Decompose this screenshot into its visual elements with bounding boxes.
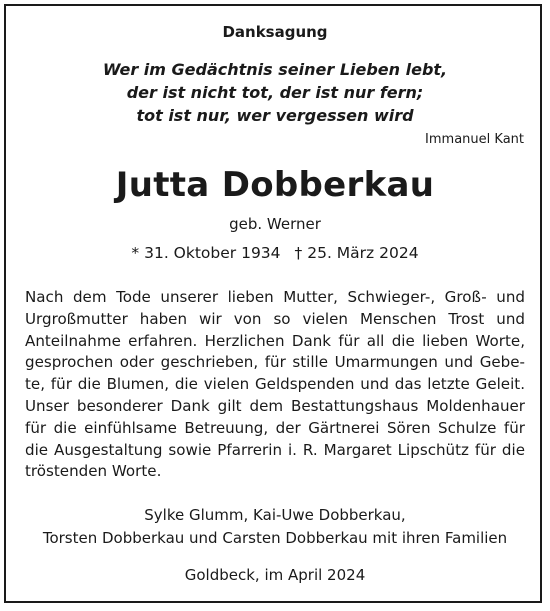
message-line: für die einfühlsame Betreuung, der Gärtnerei Sören Schulze für bbox=[25, 418, 525, 437]
quote-line-1: Wer im Gedächtnis seiner Lieben lebt, bbox=[102, 60, 448, 79]
message-line: Unser besonderer Dank gilt dem Bestattungshaus Moldenhauer bbox=[25, 396, 525, 415]
deceased-name: Jutta Dobberkau bbox=[115, 165, 435, 205]
notice-heading: Danksagung bbox=[222, 23, 328, 41]
message-line: tröstenden Worte. bbox=[25, 462, 162, 481]
message-line: Anteilnahme erfahren. Herzlichen Dank für all die lieben Worte, bbox=[25, 331, 525, 350]
message-line: die Ausgestaltung sowie Pfarrerin i. R. Margaret Lipschütz für die bbox=[25, 440, 525, 459]
message-line: gesprochen oder geschrieben, für stille Umarmungen und Gebe- bbox=[25, 353, 525, 372]
message-line: Urgroßmutter haben wir von so vielen Menschen Trost und bbox=[25, 309, 525, 328]
signature-line-1: Sylke Glumm, Kai-Uwe Dobberkau, bbox=[144, 506, 406, 524]
maiden-name: geb. Werner bbox=[229, 215, 321, 233]
thank-you-message bbox=[25, 287, 525, 483]
message-line: te, für die Blumen, die vielen Geldspenden und das letzte Geleit. bbox=[25, 375, 525, 394]
place-and-date: Goldbeck, im April 2024 bbox=[184, 566, 366, 584]
quote-line-2: der ist nicht tot, der ist nur fern; bbox=[126, 83, 424, 102]
life-dates bbox=[0, 244, 550, 262]
quote-author: Immanuel Kant bbox=[425, 132, 524, 147]
signature-line-2: Torsten Dobberkau und Carsten Dobberkau mit ihren Familien bbox=[42, 529, 508, 547]
birth-date: * 31. Oktober 1934 bbox=[131, 244, 281, 262]
message-line: Nach dem Tode unserer lieben Mutter, Schwieger-, Groß- und bbox=[25, 288, 525, 306]
death-date: † 25. März 2024 bbox=[294, 244, 419, 262]
quote-line-3: tot ist nur, wer vergessen wird bbox=[136, 106, 414, 125]
